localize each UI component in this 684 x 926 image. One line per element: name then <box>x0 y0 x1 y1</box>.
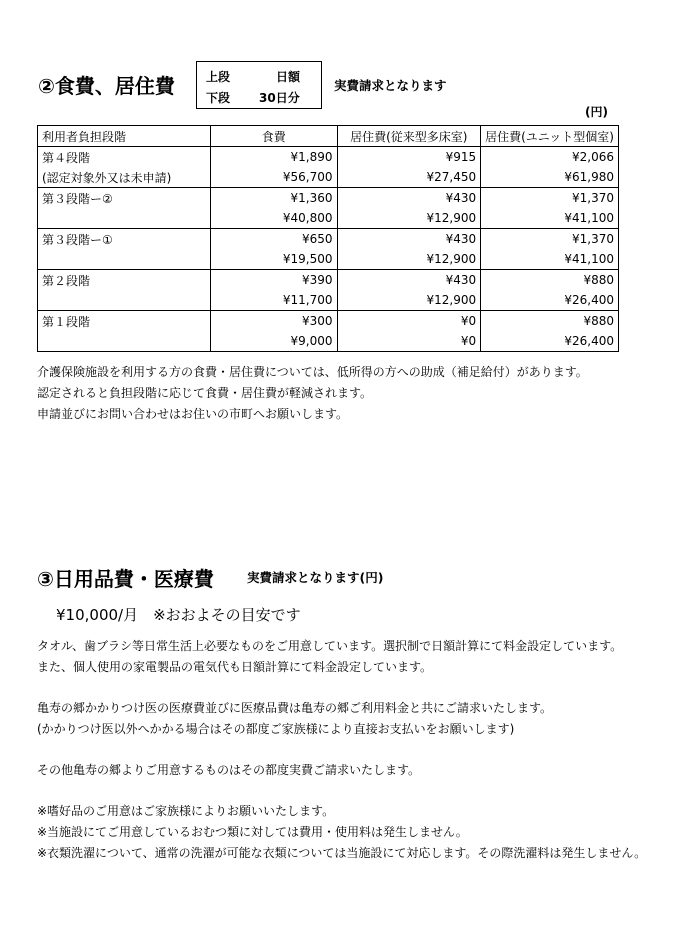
section3-note: 実費請求となります(円) <box>247 570 384 585</box>
monthly-multibed-cell: ¥27,450 <box>337 167 481 188</box>
legend-row1-value: 日額 <box>276 70 301 84</box>
body-line: ※嗜好品のご用意はご家族様によりお願いいたします。 <box>37 804 335 818</box>
daily-multibed-cell: ¥430 <box>337 229 481 250</box>
daily-multibed-cell: ¥0 <box>337 311 481 332</box>
daily-unit-cell: ¥880 <box>481 311 619 332</box>
tier-label: 第４段階 <box>38 147 211 168</box>
body-line: その他亀寿の郷よりご用意するものはその都度実費ご請求いたします。 <box>37 763 421 777</box>
legend-row1-label: 上段 <box>206 70 231 84</box>
section2-note: 実費請求となります <box>334 78 447 93</box>
tier-sublabel: (認定対象外又は未申請) <box>38 167 211 188</box>
monthly-unit-cell: ¥26,400 <box>481 290 619 311</box>
daily-unit-cell: ¥2,066 <box>481 147 619 168</box>
monthly-unit-cell: ¥61,980 <box>481 167 619 188</box>
table-row <box>38 331 619 352</box>
note-line: 介護保険施設を利用する方の食費・居住費については、低所得の方への助成（補足給付）があります。 <box>37 365 588 379</box>
daily-food-cell: ¥1,360 <box>211 188 337 209</box>
tier-sublabel <box>38 208 211 229</box>
daily-multibed-cell: ¥430 <box>337 188 481 209</box>
section2-notes <box>37 362 588 425</box>
rate-legend-box <box>196 61 322 109</box>
table-row <box>38 188 619 209</box>
monthly-food-cell: ¥40,800 <box>211 208 337 229</box>
table-row <box>38 270 619 291</box>
monthly-multibed-cell: ¥12,900 <box>337 208 481 229</box>
header-cell: 利用者負担段階 <box>38 126 211 147</box>
table-header-row <box>38 126 619 147</box>
tier-label: 第１段階 <box>38 311 211 332</box>
monthly-multibed-cell: ¥12,900 <box>337 249 481 270</box>
table-row <box>38 147 619 168</box>
daily-unit-cell: ¥1,370 <box>481 188 619 209</box>
header-cell: 居住費(従来型多床室) <box>337 126 481 147</box>
table-row <box>38 311 619 332</box>
daily-multibed-cell: ¥430 <box>337 270 481 291</box>
section3-body <box>37 636 646 864</box>
body-line: (かかりつけ医以外へかかる場合はその都度ご家族様により直接お支払いをお願いします) <box>37 722 515 736</box>
daily-food-cell: ¥300 <box>211 311 337 332</box>
legend-row2-value: 30日分 <box>259 91 300 105</box>
body-line: 亀寿の郷かかりつけ医の医療費並びに医療品費は亀寿の郷ご利用料金と共にご請求いたします。 <box>37 701 553 715</box>
daily-unit-cell: ¥1,370 <box>481 229 619 250</box>
monthly-multibed-cell: ¥12,900 <box>337 290 481 311</box>
tier-label: 第３段階ー① <box>38 229 211 250</box>
table-row <box>38 290 619 311</box>
monthly-food-cell: ¥11,700 <box>211 290 337 311</box>
monthly-multibed-cell: ¥0 <box>337 331 481 352</box>
tier-sublabel <box>38 249 211 270</box>
daily-food-cell: ¥390 <box>211 270 337 291</box>
table-row <box>38 208 619 229</box>
daily-food-cell: ¥1,890 <box>211 147 337 168</box>
note-line: 認定されると負担段階に応じて食費・居住費が軽減されます。 <box>37 386 373 400</box>
monthly-food-cell: ¥9,000 <box>211 331 337 352</box>
monthly-food-cell: ¥56,700 <box>211 167 337 188</box>
header-cell: 食費 <box>211 126 337 147</box>
tier-label: 第３段階ー② <box>38 188 211 209</box>
section3-title: ③日用品費・医療費 <box>37 567 214 591</box>
monthly-unit-cell: ¥26,400 <box>481 331 619 352</box>
tier-label: 第２段階 <box>38 270 211 291</box>
table-row <box>38 167 619 188</box>
body-line: タオル、歯ブラシ等日常生活上必要なものをご用意しています。選択制で日額計算にて料金設定しています。 <box>37 639 623 653</box>
section2-title: ②食費、居住費 <box>38 74 175 98</box>
body-line: また、個人使用の家電製品の電気代も日額計算にて料金設定しています。 <box>37 660 433 674</box>
table-row <box>38 249 619 270</box>
body-line: ※衣類洗濯について、通常の洗濯が可能な衣類については当施設にて対応します。その際洗濯料は発生しません。 <box>37 846 647 860</box>
legend-row2-label: 下段 <box>206 91 231 105</box>
note-line: 申請並びにお問い合わせはお住いの市町へお願いします。 <box>37 407 349 421</box>
daily-food-cell: ¥650 <box>211 229 337 250</box>
monthly-unit-cell: ¥41,100 <box>481 249 619 270</box>
daily-unit-cell: ¥880 <box>481 270 619 291</box>
tier-sublabel <box>38 331 211 352</box>
monthly-food-cell: ¥19,500 <box>211 249 337 270</box>
monthly-estimate: ¥10,000/月 ※おおよその目安です <box>56 606 301 624</box>
body-line: ※当施設にてご用意しているおむつ類に対しては費用・使用料は発生しません。 <box>37 825 468 839</box>
tier-sublabel <box>38 290 211 311</box>
daily-multibed-cell: ¥915 <box>337 147 481 168</box>
table-row <box>38 229 619 250</box>
monthly-unit-cell: ¥41,100 <box>481 208 619 229</box>
fee-table <box>37 125 619 352</box>
unit-label: (円) <box>585 105 608 119</box>
header-cell: 居住費(ユニット型個室) <box>481 126 619 147</box>
